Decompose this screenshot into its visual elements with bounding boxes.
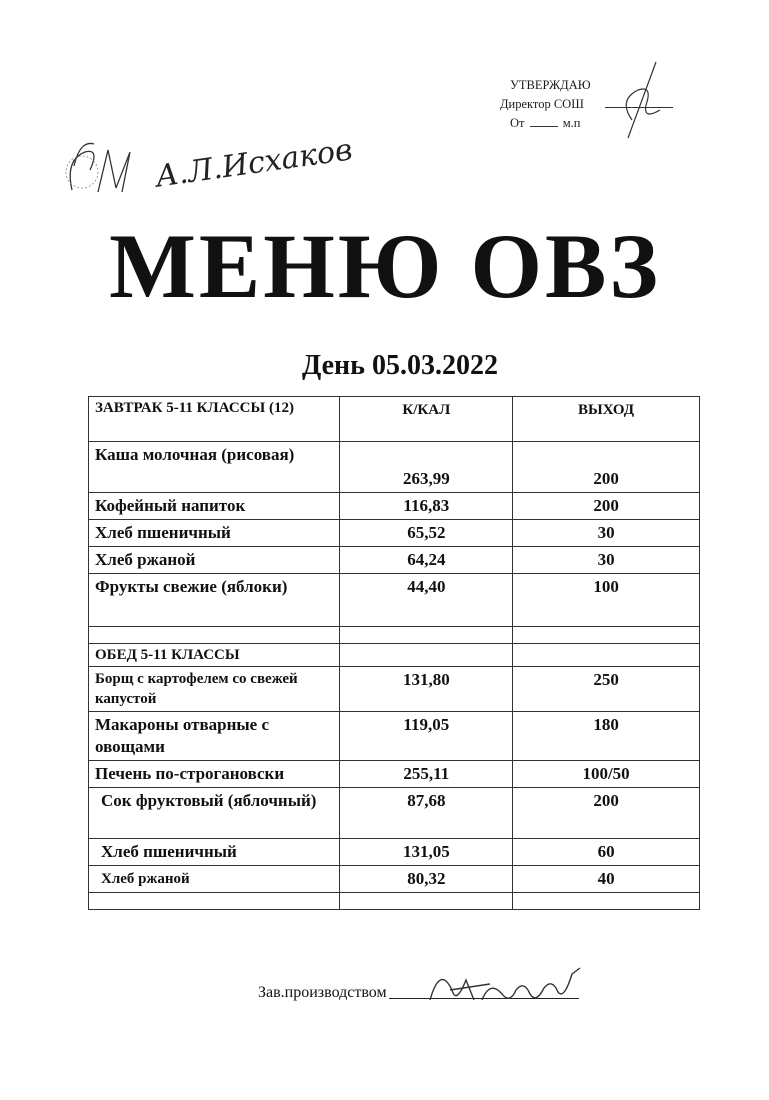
approval-director: Директор СОШ [500, 97, 584, 111]
dish-kcal: 131,05 [340, 839, 513, 866]
table-row-empty [89, 627, 700, 644]
table-row [89, 788, 700, 839]
dish-output: 200 [513, 788, 700, 839]
table-row [89, 547, 700, 574]
approval-date-prefix: От [510, 116, 525, 130]
table-row [89, 667, 700, 712]
dish-output: 250 [513, 667, 700, 712]
dish-output: 60 [513, 839, 700, 866]
dish-output: 40 [513, 866, 700, 893]
dish-output: 200 [513, 442, 700, 493]
table-row [89, 520, 700, 547]
dish-name: Хлеб пшеничный [89, 520, 340, 547]
header-kcal: К/КАЛ [340, 397, 513, 442]
dish-name: Печень по-строгановски [89, 761, 340, 788]
dish-output: 30 [513, 547, 700, 574]
table-row-empty [89, 893, 700, 910]
dish-output: 100/50 [513, 761, 700, 788]
table-row [89, 761, 700, 788]
menu-table [88, 396, 700, 910]
dish-kcal: 119,05 [340, 712, 513, 761]
approval-stamp-signature [60, 130, 160, 210]
dish-kcal: 65,52 [340, 520, 513, 547]
table-row [89, 839, 700, 866]
header-breakfast: ЗАВТРАК 5-11 КЛАССЫ (12) [89, 397, 340, 442]
dish-kcal: 87,68 [340, 788, 513, 839]
dish-name: Борщ с картофелем со свежей капустой [89, 667, 340, 712]
director-signature [598, 60, 678, 140]
dish-name: Макароны отварные с овощами [89, 712, 340, 761]
header-lunch: ОБЕД 5-11 КЛАССЫ [89, 644, 340, 667]
dish-name: Каша молочная (рисовая) [89, 442, 340, 493]
dish-output: 100 [513, 574, 700, 627]
approval-title: УТВЕРЖДАЮ [510, 78, 591, 92]
dish-name: Хлеб ржаной [89, 547, 340, 574]
table-row [89, 574, 700, 627]
header-output: ВЫХОД [513, 397, 700, 442]
dish-kcal: 64,24 [340, 547, 513, 574]
dish-output: 200 [513, 493, 700, 520]
dish-name: Фрукты свежие (яблоки) [89, 574, 340, 627]
approval-date-blank [530, 126, 558, 127]
dish-kcal: 263,99 [340, 442, 513, 493]
table-row [89, 493, 700, 520]
handwritten-approval [60, 130, 355, 210]
table-row [89, 866, 700, 893]
approval-seal-label: м.п [562, 116, 581, 130]
dish-name: Кофейный напиток [89, 493, 340, 520]
dish-kcal: 116,83 [340, 493, 513, 520]
table-row [89, 712, 700, 761]
table-header-row [89, 397, 700, 442]
dish-kcal: 80,32 [340, 866, 513, 893]
menu-date: День 05.03.2022 [302, 350, 498, 381]
dish-kcal: 131,80 [340, 667, 513, 712]
dish-name: Хлеб пшеничный [89, 839, 340, 866]
title-word-ovz: ОВЗ [470, 215, 661, 317]
dish-kcal: 44,40 [340, 574, 513, 627]
page-title [90, 216, 680, 316]
footer-label: Зав.производством [258, 984, 387, 1001]
table-section-row [89, 644, 700, 667]
dish-output: 180 [513, 712, 700, 761]
dish-name: Сок фруктовый (яблочный) [89, 788, 340, 839]
table-row [89, 442, 700, 493]
dish-kcal: 255,11 [340, 761, 513, 788]
dish-name: Хлеб ржаной [89, 866, 340, 893]
title-word-menu: МЕНЮ [109, 215, 445, 317]
handwritten-name: А.Л.Исхаков [153, 132, 355, 195]
dish-output: 30 [513, 520, 700, 547]
production-head-signature [420, 960, 590, 1030]
